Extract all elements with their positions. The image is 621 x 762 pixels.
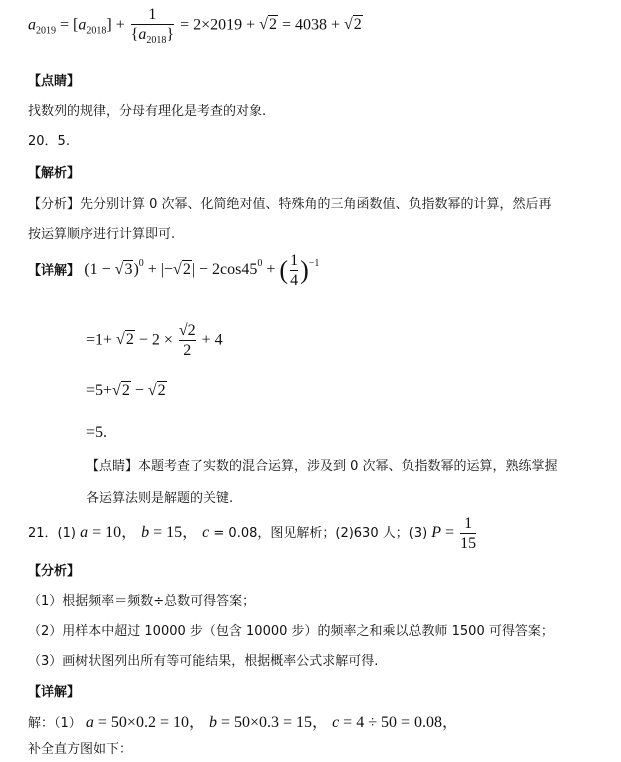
xiangjie-heading-2: 【详解】 [28, 685, 81, 700]
formula-a2019: $a_{2019} = [a_{2018}]$ + $\frac{1}{\{a_{2018}\}}$ = 2×2019 + √2 = 4038 + √2 [28, 6, 362, 46]
expression-line [28, 252, 319, 289]
step-3: =5. [86, 424, 108, 441]
fenxi-item-1: （1）根据频率＝频数÷总数可得答案； [28, 594, 256, 609]
dianjing-2-cont: 各运算法则是解题的关键. [86, 491, 234, 506]
fenxi-text-cont: 按运算顺序进行计算即可. [28, 227, 176, 242]
dianjing-text: 找数列的规律，分母有理化是考查的对象. [28, 104, 267, 119]
var-a: a [28, 16, 36, 34]
jiexi-heading: 【解析】 [28, 166, 81, 181]
dianjing-2: 【点睛】本题考查了实数的混合运算，涉及到 0 次幂、负指数幂的运算，熟练掌握 [86, 459, 558, 474]
fenxi-item-2: （2）用样本中超过 10000 步（包含 10000 步）的频率之和乘以总教师 1500 可得答案； [28, 624, 554, 639]
fenxi-text: 【分析】先分别计算 0 次幂、化简绝对值、特殊角的三角函数值、负指数幂的计算，然后再 [28, 197, 552, 212]
fenxi-item-3: （3）画树状图列出所有等可能结果，根据概率公式求解可得. [28, 654, 379, 669]
histogram-intro: 补全直方图如下： [28, 742, 133, 757]
sqrt: √2 [344, 16, 362, 34]
dianjing-heading: 【点睛】 [28, 74, 81, 89]
question-20: 20．5. [28, 134, 70, 149]
question-21: 21．(1) a = 10， b = 15， c = 0.08，图见解析；(2)630 人；(3) P = $\frac{1}{15}$ [28, 515, 477, 552]
xiangjie-label: 【详解】 [28, 263, 81, 279]
fraction: $\frac{1}{\{a_{2018}\}}$ [130, 6, 175, 46]
expression: $(1 - √3)^0 + |-√2| - 2\cos 45^0$ + ( $\frac{1}{4}$ )$^{-1}$ [84, 252, 320, 289]
step-2: =5+√2 − √2 [86, 382, 166, 399]
step-1: =1+ √2 − 2 × $\frac{√2}{2}$ + 4 [86, 322, 223, 359]
fenxi-heading-2: 【分析】 [28, 564, 81, 579]
sqrt: √2 [259, 16, 277, 34]
solution-line: 解：（1） a = 50×0.2 = 10， b = 50×0.3 = 15， c = 4 ÷ 50 = 0.08， [28, 714, 459, 731]
